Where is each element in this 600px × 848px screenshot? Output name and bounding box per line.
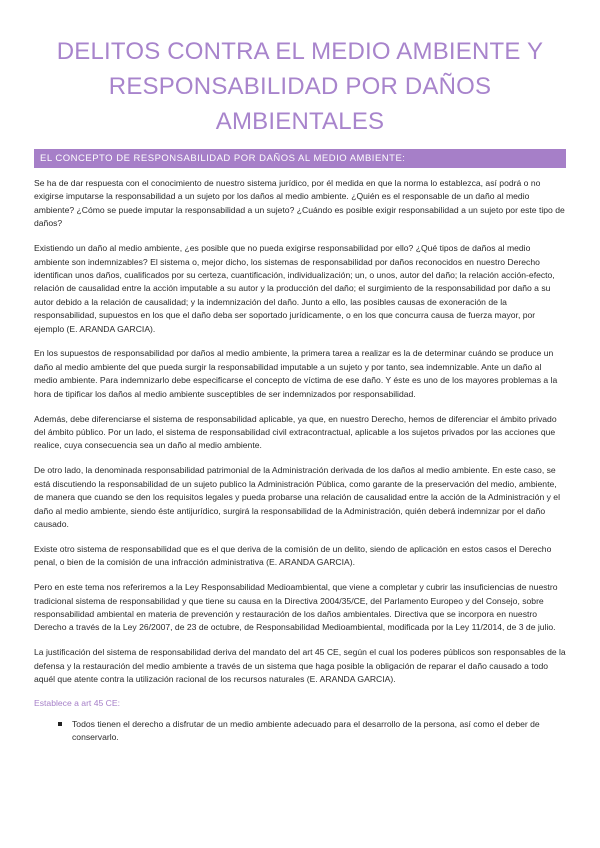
bullet-list (34, 718, 566, 745)
paragraph-2: Existiendo un daño al medio ambiente, ¿es posible que no pueda exigirse responsabilidad por ello? ¿Qué tipos de daños al medio ambiente son indemnizables? El sistema o, mejor dicho, los sistemas de responsabilidad por daños reconocidos en nuestro Derecho identifican unos daños, cualificados por su certeza, cuantificación, individualización; un, o unos, autor del daño; la relación acción-efecto, relación de causalidad entre la acción imputable a su autor y la producción del daño; el surgimiento de la responsabilidad por daño a su autor debido a la relación de causalidad; y la indemnización del daño. Junto a ello, las posibles causas de exoneración de la responsabilidad, supuestos en los que el daño deba ser soportado jurídicamente, o en los que concurra causa de fuerza mayor, por ejemplo (E. ARANDA GARCIA). (34, 243, 555, 334)
section-heading: EL CONCEPTO DE RESPONSABILIDAD POR DAÑOS AL MEDIO AMBIENTE: (34, 149, 566, 168)
subheading: Establece a art 45 CE: (34, 698, 120, 708)
paragraph-1: Se ha de dar respuesta con el conocimiento de nuestro sistema jurídico, por él medida en que la norma lo establezca, así podrá o no exigirse imputarse la responsabilidad a un sujeto por los daños al medio ambiente. ¿Quién es el responsable de un daño al medio ambiente? ¿Cómo se puede imputar la responsabilidad a un sujeto? ¿Cuándo es posible exigir responsabilidad a un sujeto por este tipo de daños? (34, 178, 565, 229)
document-title (34, 34, 566, 139)
paragraph-3: En los supuestos de responsabilidad por daños al medio ambiente, la primera tarea a realizar es la de determinar cuándo se produce un daño al medio ambiente del que pueda surgir la responsabilidad imputable a un sujeto y por tanto, sea indemnizable. Ante un daño al medio ambiente. Para indemnizarlo debe especificarse el concepto de víctima de ese daño. Y éste es uno de los mayores problemas a la hora de tipificar los daños al medio ambiente susceptibles de ser indemnizados por responsabilidad. (34, 348, 558, 399)
paragraph-5: De otro lado, la denominada responsabilidad patrimonial de la Administración derivada de los daños al medio ambiente. En este caso, se está discutiendo la responsabilidad de un sujeto publico la Administración Pública, como garante de la preservación del medio, ambiente, de manera que cuando se den los requisitos legales y pueda probarse una relación de causalidad entre la acción de la Administración y el daño al medio ambiente, siendo éste antijurídico, surgirá la responsabilidad de la Administración, quién deberá indemnizar por el daño causado. (34, 465, 560, 529)
paragraph-4: Además, debe diferenciarse el sistema de responsabilidad aplicable, ya que, en nuestro Derecho, hemos de diferenciar el ámbito privado del ámbito público. Por un lado, el sistema de responsabilidad civil extracontractual, aplicable a los sujetos privados por las acciones que realice, cuya consecuencia sea un daño al medio ambiente. (34, 413, 557, 451)
list-item (72, 718, 566, 745)
paragraph-6: Existe otro sistema de responsabilidad que es el que deriva de la comisión de un delito, siendo de aplicación en estos casos el Derecho penal, o bien de la comisión de una infracción administrativa (E. ARANDA GARCIA). (34, 543, 552, 568)
square-bullet-icon (58, 722, 62, 726)
title-line-1: DELITOS CONTRA EL MEDIO AMBIENTE Y (56, 38, 544, 65)
paragraph-7: Pero en este tema nos referiremos a la Ley Responsabilidad Medioambiental, que viene a completar y cubrir las insuficiencias de nuestro tradicional sistema de responsabilidad y que tiene su causa en la Directiva 2004/35/CE, del Parlamento Europeo y del Consejo, sobre responsabilidad ambiental en materia de prevención y restauración de los daños ambientales. Directiva que se incorpora en nuestro Derecho a través de la Ley 26/2007, de 23 de octubre, de Responsabilidad Medioambiental, modificada por la Ley 11/2014, de 3 de julio. (34, 582, 558, 633)
list-item-text: Todos tienen el derecho a disfrutar de un medio ambiente adecuado para el desarrollo de la persona, así como el deber de conservarlo. (72, 719, 540, 743)
title-line-3: AMBIENTALES (215, 108, 385, 135)
title-line-2: RESPONSABILIDAD POR DAÑOS (108, 73, 492, 100)
paragraph-8: La justificación del sistema de responsabilidad deriva del mandato del art 45 CE, según el cual los poderes públicos son responsables de la defensa y la restauración del medio ambiente a través de un sistema que haga posible la obligación de reparar el daño causado a todo aquél que atente contra la utilización racional de los recursos naturales (E. ARANDA GARCIA). (34, 647, 566, 685)
